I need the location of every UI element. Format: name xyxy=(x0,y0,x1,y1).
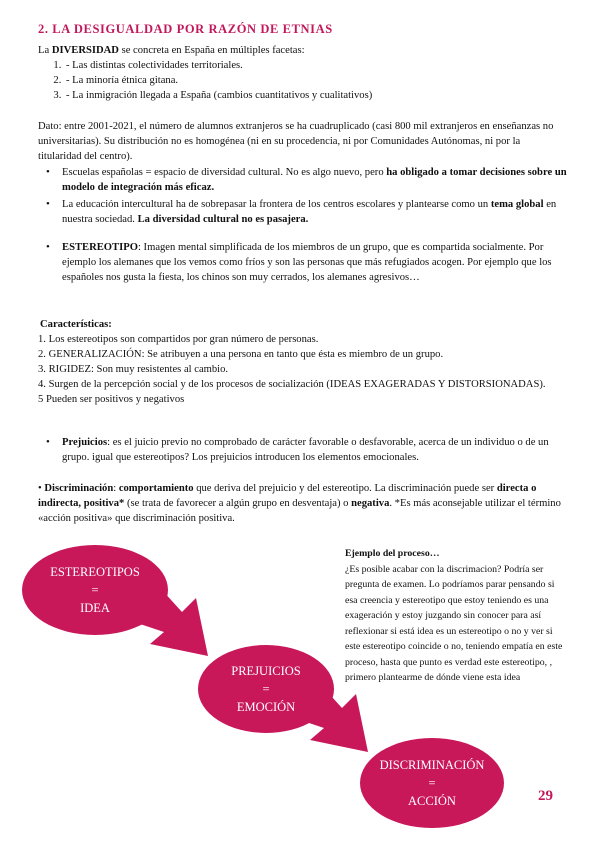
list-item: 1. Los estereotipos son compartidos por gran número de personas. xyxy=(38,334,319,345)
oval-discriminacion: DISCRIMINACIÓN = ACCIÓN xyxy=(360,738,504,828)
dato-paragraph: Dato: entre 2001-2021, el número de alumnos extranjeros se ha cuadruplicado (casi 800 mil extranjeros en enseñanzas no universitarias). Su distribución no es homogénea (ni en su procedencia, ni por Comunidades Autónomas, ni por la titularidad del centro). xyxy=(38,121,554,162)
prejuicios-term: Prejuicios xyxy=(62,437,108,448)
page-number: 29 xyxy=(538,788,553,804)
intro-sentence: La DIVERSIDAD se concreta en España en múltiples facetas: xyxy=(38,45,305,56)
caracteristicas-heading: Características: xyxy=(40,319,112,330)
bullet-item: • Prejuicios: es el juicio previo no comprobado de carácter favorable o desfavorable, acerca de un individuo o de un grupo. igual que estereotipos? Los prejuicios introducen los elementos emocionales. xyxy=(56,435,556,465)
list-item: 4. Surgen de la percepción social y de los procesos de socialización (IDEAS EXAGERADAS Y DISTORSIONADAS). xyxy=(38,379,546,390)
oval-prejuicios: PREJUICIOS = EMOCIÓN xyxy=(198,645,334,733)
discriminacion-term: Discriminación xyxy=(44,483,114,494)
estereotipo-term: ESTEREOTIPO xyxy=(62,242,138,253)
discriminacion-definition: • Discriminación: comportamiento que deriva del prejuicio y del estereotipo. La discriminación puede ser directa o indirecta, positiva* (se trata de favorecer a algún grupo en desventaja) o negativa. *Es más aconsejable utilizar el término «acción positiva» que discriminación positiva. xyxy=(38,483,561,524)
bullet-item: • ESTEREOTIPO: Imagen mental simplificada de los miembros de un grupo, que es compartida socialmente. Por ejemplo los alemanes que los vemos como fríos y son las personas que más refugiados acogen. Por ejemplo que los españoles nos gusta la fiesta, los chinos son muy cerrados, los alemanes agresivos… xyxy=(56,240,556,285)
list-item: 2. GENERALIZACIÓN: Se atribuyen a una persona en tanto que ésta es miembro de un grupo. xyxy=(38,349,444,360)
list-item: 2. - La minoría étnica gitana. xyxy=(64,73,563,88)
section-title: 2. LA DESIGUALDAD POR RAZÓN DE ETNIAS xyxy=(38,22,333,36)
list-item: 1. - Las distintas colectividades territoriales. xyxy=(64,58,563,73)
list-item: 3. - La inmigración llegada a España (cambios cuantitativos y cualitativos) xyxy=(64,88,563,103)
example-text: ¿Es posible acabar con la discrimacion? Podría ser pregunta de examen. Lo podríamos parar pensando si esa creencia y estereotipo que estoy teniendo es una exageración y estoy juzgando sin conocer para así reflexionar si está idea es un estereotipo o no y ver si este estereotipo coincide o no, teniendo empatía en este proceso, hasta que punto es verdad este estereotipo, , primero plantearme de dónde viene esta idea xyxy=(345,563,563,683)
example-heading: Ejemplo del proceso… xyxy=(345,548,440,559)
example-block xyxy=(345,546,563,686)
list-item: 3. RIGIDEZ: Son muy resistentes al cambio. xyxy=(38,364,229,375)
oval-estereotipos: ESTEREOTIPOS = IDEA xyxy=(22,545,168,635)
bullet-item: • La educación intercultural ha de sobrepasar la frontera de los centros escolares y plantearse como un tema global en nuestra sociedad. La diversidad cultural no es pasajera. xyxy=(56,197,576,227)
diversidad-term: DIVERSIDAD xyxy=(51,45,119,56)
bullet-item: • Escuelas españolas = espacio de diversidad cultural. No es algo nuevo, pero ha obligado a tomar decisiones sobre un modelo de integración más eficaz. xyxy=(56,165,576,195)
list-item: 5 Pueden ser positivos y negativos xyxy=(38,394,185,405)
